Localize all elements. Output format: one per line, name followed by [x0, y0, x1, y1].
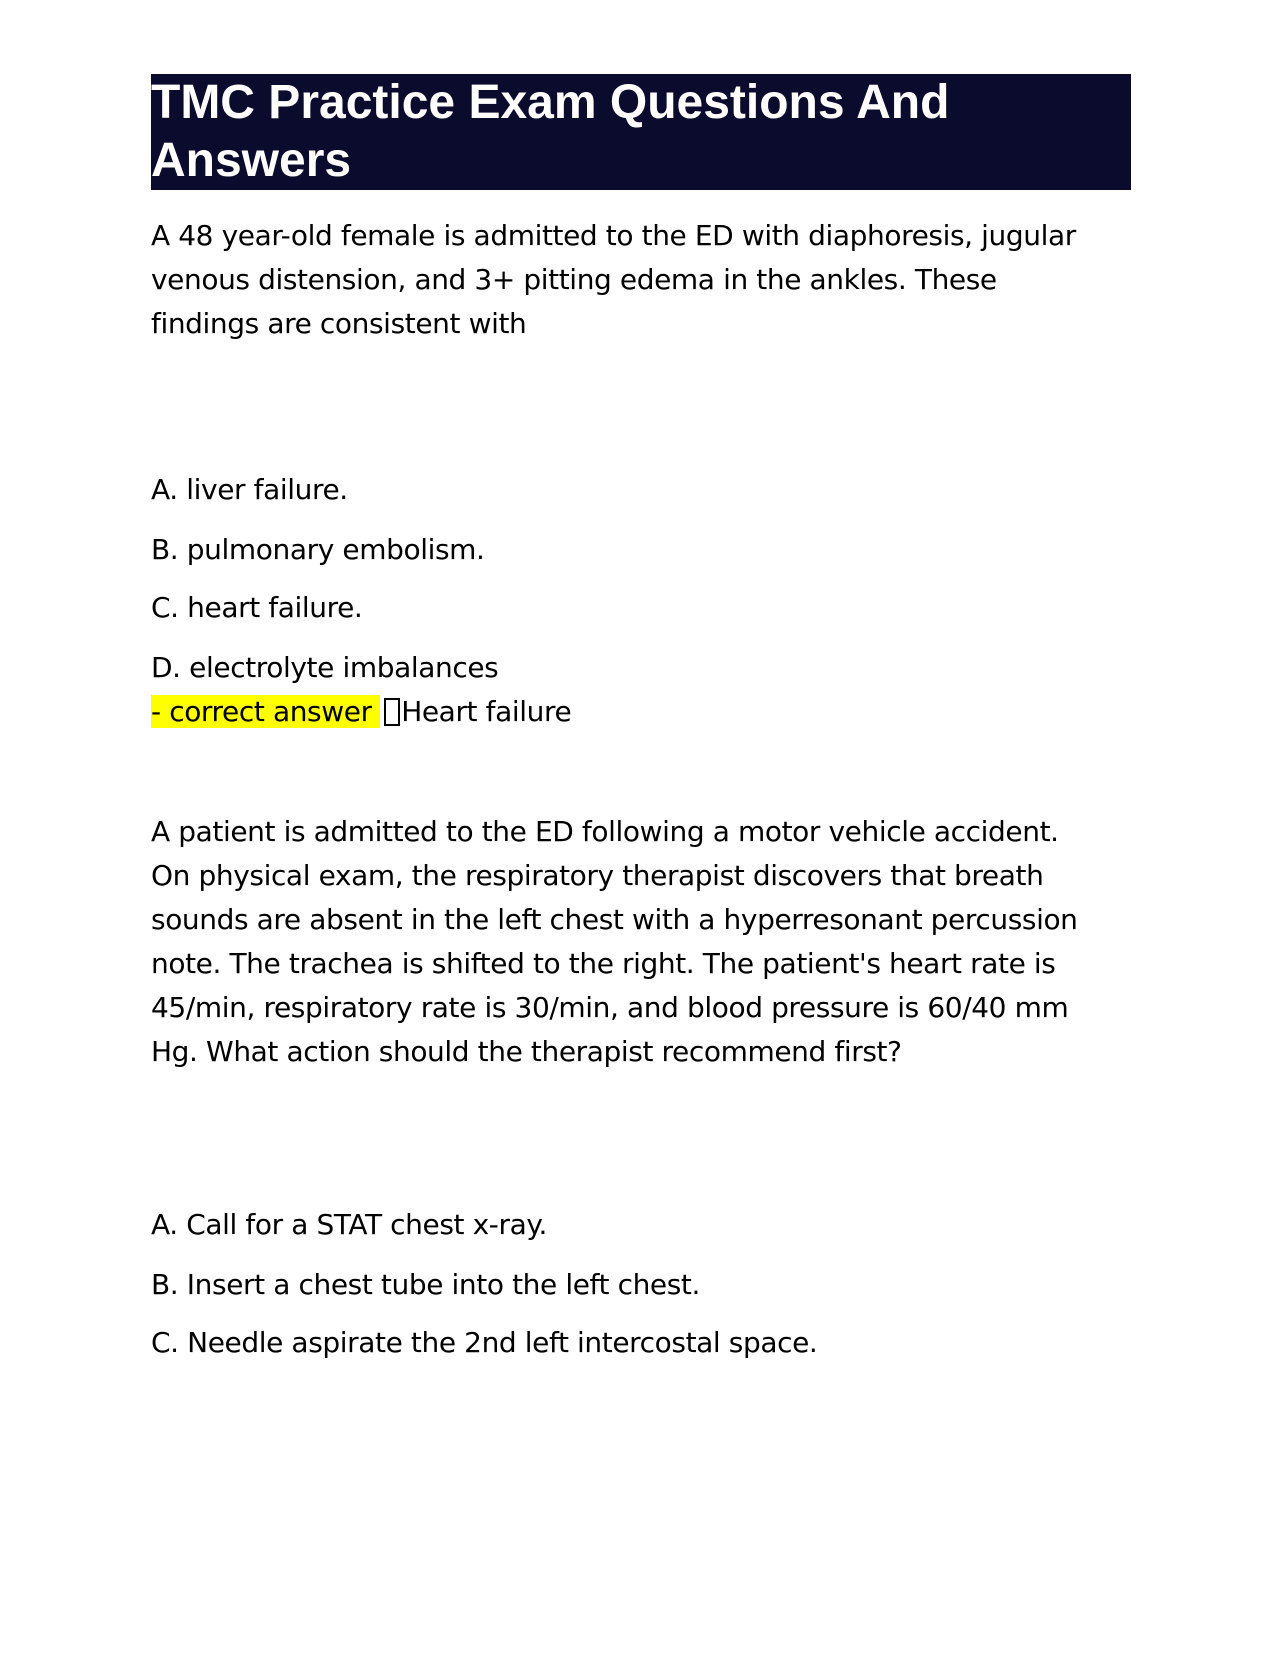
- question-block-2: [151, 810, 1131, 1365]
- missing-glyph-icon: [384, 698, 400, 726]
- question-block-1: [151, 214, 1131, 734]
- spacer: [151, 346, 1131, 468]
- option-a: A. liver failure.: [151, 473, 348, 506]
- option-b: B. pulmonary embolism.: [151, 533, 485, 566]
- question-text: A patient is admitted to the ED following a motor vehicle accident. On physical exam, the respiratory therapist discovers that breath sounds are absent in the left chest with a hyperresonant percussion note. The trachea is shifted to the right. The patient's heart rate is 45/min, respiratory rate is 30/min, and blood pressure is 60/40 mm Hg. What action should the therapist recommend first?: [151, 815, 1078, 1068]
- question-text: A 48 year-old female is admitted to the ED with diaphoresis, jugular venous distension, and 3+ pitting edema in the ankles. These findings are consistent with: [151, 219, 1076, 340]
- option-b: B. Insert a chest tube into the left chest.: [151, 1268, 701, 1301]
- document-page: [151, 74, 1131, 1365]
- option-d: D. electrolyte imbalances: [151, 651, 499, 684]
- spacer: [151, 1074, 1131, 1203]
- answer-label: - correct answer: [151, 695, 372, 728]
- option-a: A. Call for a STAT chest x-ray.: [151, 1208, 548, 1241]
- option-c: C. Needle aspirate the 2nd left intercostal space.: [151, 1326, 818, 1359]
- document-title: TMC Practice Exam Questions And Answers: [151, 74, 1131, 190]
- option-c: C. heart failure.: [151, 591, 363, 624]
- answer-text: Heart failure: [401, 695, 572, 728]
- answer-line: [151, 690, 1131, 734]
